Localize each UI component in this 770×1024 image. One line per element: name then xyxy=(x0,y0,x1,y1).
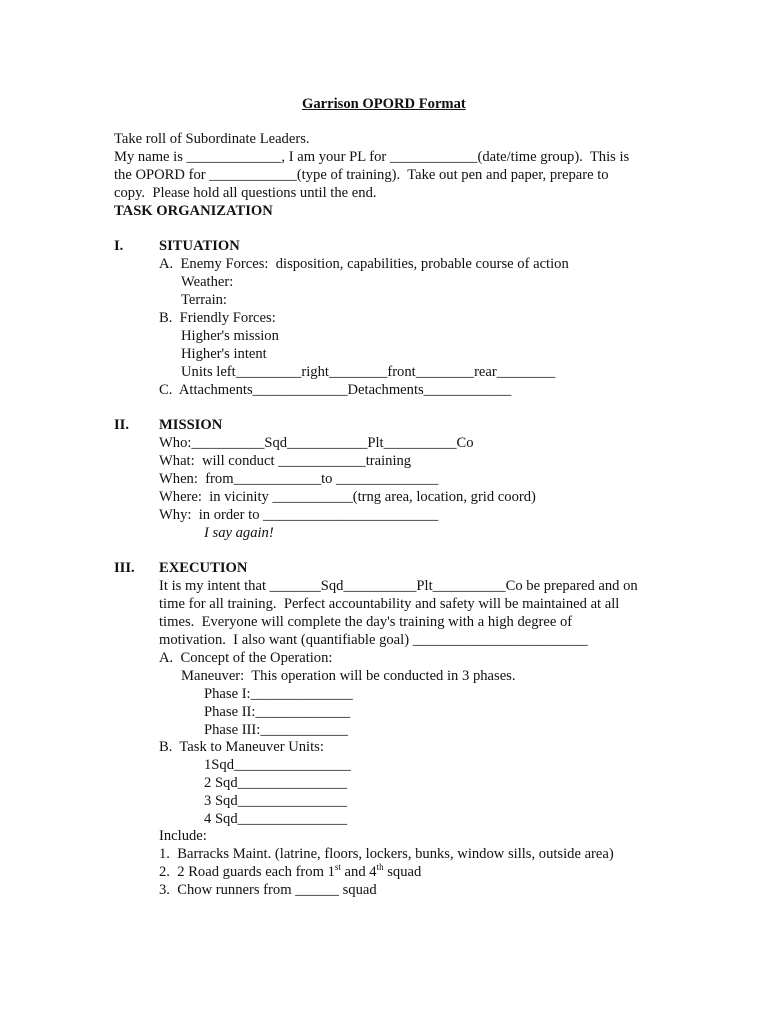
situation-units: Units left_________right________front________rear________ xyxy=(181,364,556,380)
mission-why: Why: in order to ________________________ xyxy=(159,507,439,523)
item-2-superscript-st: st xyxy=(334,862,341,873)
mission-where: Where: in vicinity ___________(trng area, location, grid coord) xyxy=(159,489,536,505)
execution-item-1: 1. Barracks Maint. (latrine, floors, lockers, bunks, window sills, outside area) xyxy=(159,846,614,862)
execution-number: III. xyxy=(114,560,135,576)
mission-say-again: I say again! xyxy=(204,525,274,541)
intro-line-1: Take roll of Subordinate Leaders. xyxy=(114,131,310,147)
execution-sqd-3: 3 Sqd_______________ xyxy=(204,793,348,809)
item-2-text-mid: and 4 xyxy=(340,864,377,880)
execution-intent-line-2: time for all training. Perfect accountability and safety will be maintained at all xyxy=(159,596,620,612)
execution-sqd-4: 4 Sqd_______________ xyxy=(204,811,348,827)
execution-sqd-2: 2 Sqd_______________ xyxy=(204,775,348,791)
mission-who: Who:__________Sqd___________Plt__________Co xyxy=(159,435,474,451)
execution-phase-3: Phase III:____________ xyxy=(204,722,348,738)
execution-phase-2: Phase II:_____________ xyxy=(204,704,351,720)
intro-line-3: the OPORD for ____________(type of training). Take out pen and paper, prepare to xyxy=(114,167,609,183)
situation-heading: SITUATION xyxy=(159,238,240,254)
mission-number: II. xyxy=(114,417,130,433)
mission-heading: MISSION xyxy=(159,417,223,433)
execution-maneuver: Maneuver: This operation will be conducted in 3 phases. xyxy=(181,668,516,684)
situation-higher-intent: Higher's intent xyxy=(181,346,267,362)
execution-item-2 xyxy=(159,863,421,881)
mission-when: When: from____________to ______________ xyxy=(159,471,439,487)
execution-intent-line-4: motivation. I also want (quantifiable goal) ________________________ xyxy=(159,632,588,648)
execution-intent-line-1: It is my intent that _______Sqd__________Plt__________Co be prepared and on xyxy=(159,578,638,594)
situation-terrain: Terrain: xyxy=(181,292,227,308)
execution-heading: EXECUTION xyxy=(159,560,248,576)
mission-what: What: will conduct ____________training xyxy=(159,453,412,469)
situation-number: I. xyxy=(114,238,124,254)
execution-phase-1: Phase I:______________ xyxy=(204,686,353,702)
situation-attachments: C. Attachments_____________Detachments____________ xyxy=(159,382,512,398)
situation-friendly-forces: B. Friendly Forces: xyxy=(159,310,276,326)
intro-line-4: copy. Please hold all questions until the end. xyxy=(114,185,377,201)
item-2-superscript-th: th xyxy=(376,862,384,873)
item-2-text-start: 2. 2 Road guards each from 1 xyxy=(159,864,335,880)
page-title: Garrison OPORD Format xyxy=(302,96,466,112)
situation-higher-mission: Higher's mission xyxy=(181,328,279,344)
item-2-text-end: squad xyxy=(383,864,422,880)
execution-task-maneuver-units: B. Task to Maneuver Units: xyxy=(159,739,324,755)
execution-include: Include: xyxy=(159,828,207,844)
situation-weather: Weather: xyxy=(181,274,234,290)
execution-concept: A. Concept of the Operation: xyxy=(159,650,333,666)
execution-intent-line-3: times. Everyone will complete the day's training with a high degree of xyxy=(159,614,573,630)
execution-item-3: 3. Chow runners from ______ squad xyxy=(159,882,377,898)
intro-line-2: My name is _____________, I am your PL for ____________(date/time group). This is xyxy=(114,149,630,165)
task-organization-heading: TASK ORGANIZATION xyxy=(114,203,273,219)
execution-sqd-1: 1Sqd________________ xyxy=(204,757,351,773)
situation-enemy-forces: A. Enemy Forces: disposition, capabilities, probable course of action xyxy=(159,256,569,272)
